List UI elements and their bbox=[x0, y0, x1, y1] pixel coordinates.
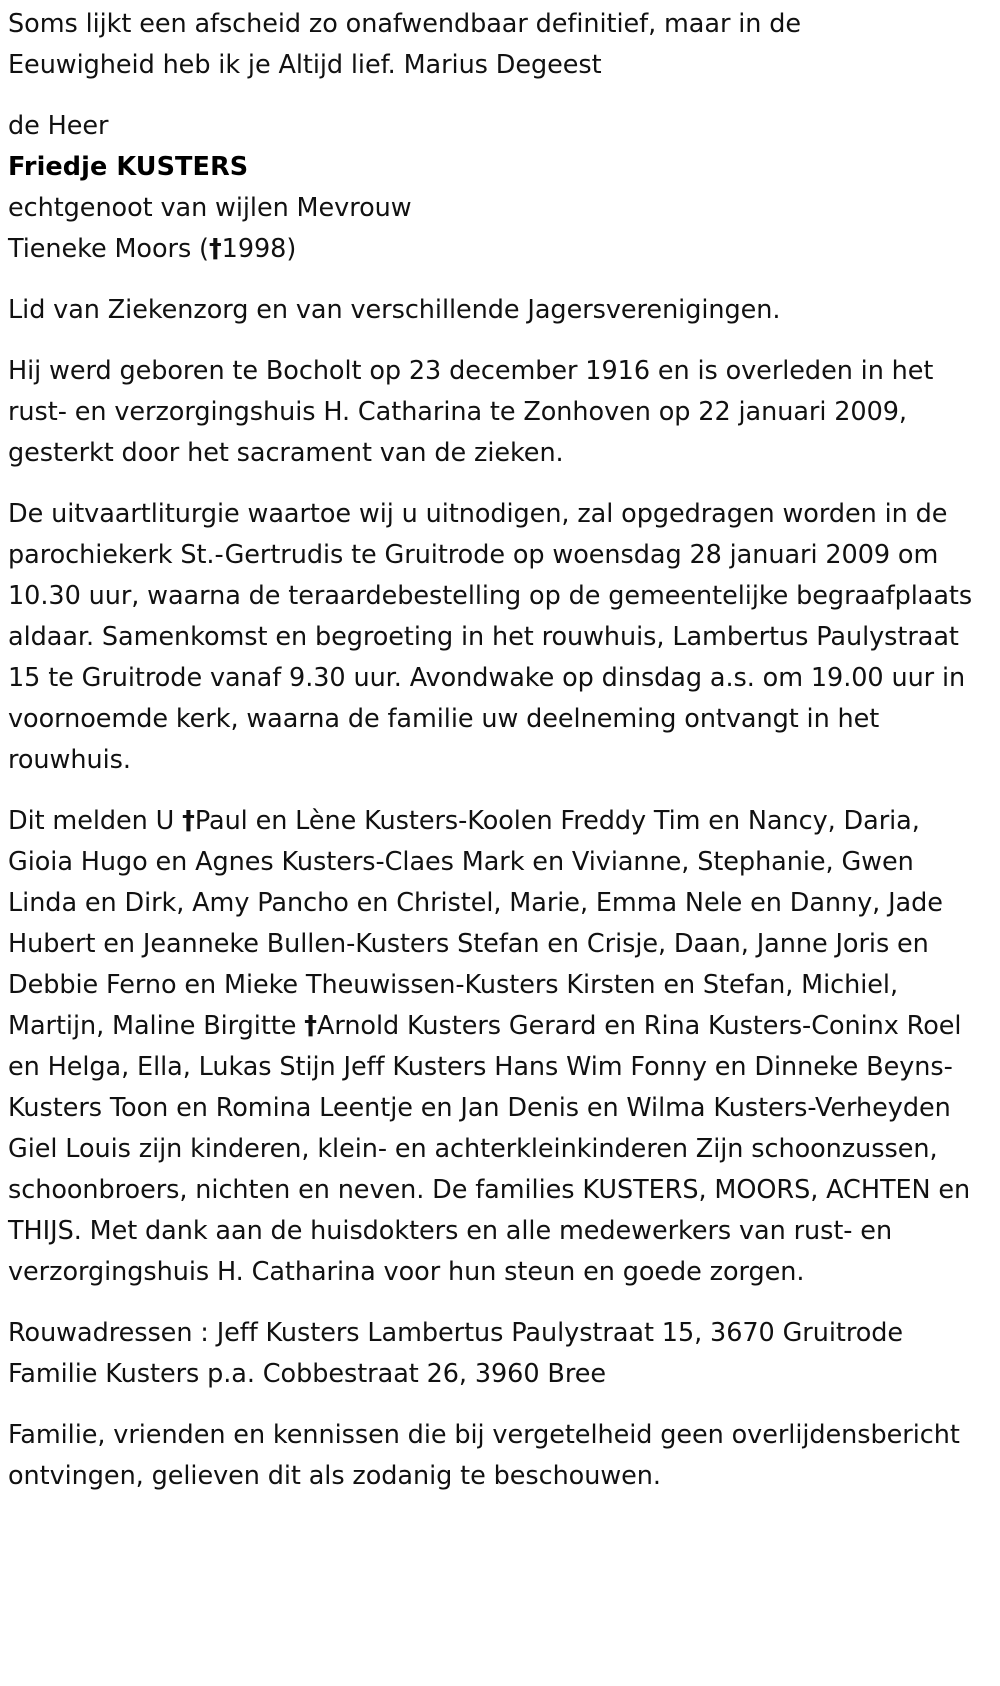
family-announcement-section bbox=[8, 801, 980, 1293]
life-details-section bbox=[8, 351, 980, 474]
life-details-text: Hij werd geboren te Bocholt op 23 december 1916 en is overleden in het rust- en verzorgingshuis H. Catharina te Zonhoven op 22 januari 2009, gesterkt door het sacrament van de zieken. bbox=[8, 356, 934, 468]
spacer-after-poem bbox=[8, 86, 980, 106]
spacer-after-service bbox=[8, 781, 980, 801]
spouse-name-line bbox=[8, 229, 980, 270]
deceased-name: Friedje KUSTERS bbox=[8, 152, 249, 182]
dagger-icon: † bbox=[182, 806, 195, 836]
announcement-intro: Dit melden U bbox=[8, 806, 183, 836]
poem-line-1: Soms lijkt een afscheid zo onafwendbaar definitief, maar in de bbox=[8, 9, 802, 39]
closing-notice-text: Familie, vrienden en kennissen die bij vergetelheid geen overlijdensbericht ontvingen, gelieven dit als zodanig te beschouwen. bbox=[8, 1420, 960, 1491]
funeral-service-section bbox=[8, 494, 980, 781]
spacer-after-announcement bbox=[8, 1293, 980, 1313]
spouse-name-suffix: ) bbox=[286, 234, 297, 264]
dagger-icon: † bbox=[208, 234, 222, 264]
deceased-identity bbox=[8, 106, 980, 270]
memberships-text: Lid van Ziekenzorg en van verschillende Jagersverenigingen. bbox=[8, 295, 781, 325]
dagger-icon: † bbox=[304, 1011, 317, 1041]
announcement-names-part-2: Arnold Kusters Gerard en Rina Kusters-Coninx Roel en Helga, Ella, Lukas Stijn Jeff Kusters Hans Wim Fonny en Dinneke Beyns-Kusters Toon en Romina Leentje en Jan Denis en Wilma Kusters-Verheyden Giel Louis zijn kinderen, klein- en achterkleinkinderen Zijn schoonzussen, schoonbroers, nichten en neven. De families KUSTERS, MOORS, ACHTEN en THIJS. Met dank aan de huisdokters en alle medewerkers van rust- en verzorgingshuis H. Catharina voor hun steun en goede zorgen. bbox=[8, 1011, 971, 1287]
salutation: de Heer bbox=[8, 111, 109, 141]
announcement-names-part-1: Paul en Lène Kusters-Koolen Freddy Tim en Nancy, Daria, Gioia Hugo en Agnes Kusters-Claes Mark en Vivianne, Stephanie, Gwen Linda en Dirk, Amy Pancho en Christel, Marie, Emma Nele en Danny, Jade Hubert en Jeanneke Bullen-Kusters Stefan en Crisje, Daan, Janne Joris en Debbie Ferno en Mieke Theuwissen-Kusters Kirsten en Stefan, Michiel, Martijn, Maline Birgitte bbox=[8, 806, 943, 1041]
family-announcement-text bbox=[8, 801, 980, 1293]
spacer-after-addresses bbox=[8, 1395, 980, 1415]
memorial-poem bbox=[8, 4, 980, 86]
mourning-address-line-1: Rouwadressen : Jeff Kusters Lambertus Paulystraat 15, 3670 Gruitrode bbox=[8, 1318, 904, 1348]
spacer-after-life-details bbox=[8, 474, 980, 494]
spouse-intro: echtgenoot van wijlen Mevrouw bbox=[8, 193, 412, 223]
memberships-section bbox=[8, 290, 980, 331]
poem-line-2: Eeuwigheid heb ik je Altijd lief. Marius Degeest bbox=[8, 50, 602, 80]
funeral-service-text: De uitvaartliturgie waartoe wij u uitnodigen, zal opgedragen worden in de parochiekerk St.-Gertrudis te Gruitrode op woensdag 28 januari 2009 om 10.30 uur, waarna de teraardebestelling op de gemeentelijke begraafplaats aldaar. Samenkomst en begroeting in het rouwhuis, Lambertus Paulystraat 15 te Gruitrode vanaf 9.30 uur. Avondwake op dinsdag a.s. om 19.00 uur in voornoemde kerk, waarna de familie uw deelneming ontvangt in het rouwhuis. bbox=[8, 499, 973, 775]
mourning-addresses-section bbox=[8, 1313, 980, 1395]
spacer-after-identity bbox=[8, 270, 980, 290]
spouse-name-prefix: Tieneke Moors ( bbox=[8, 234, 209, 264]
mourning-address-line-2: Familie Kusters p.a. Cobbestraat 26, 3960 Bree bbox=[8, 1359, 606, 1389]
closing-notice-section bbox=[8, 1415, 980, 1497]
spouse-death-year: 1998 bbox=[221, 234, 287, 264]
spacer-after-memberships bbox=[8, 331, 980, 351]
